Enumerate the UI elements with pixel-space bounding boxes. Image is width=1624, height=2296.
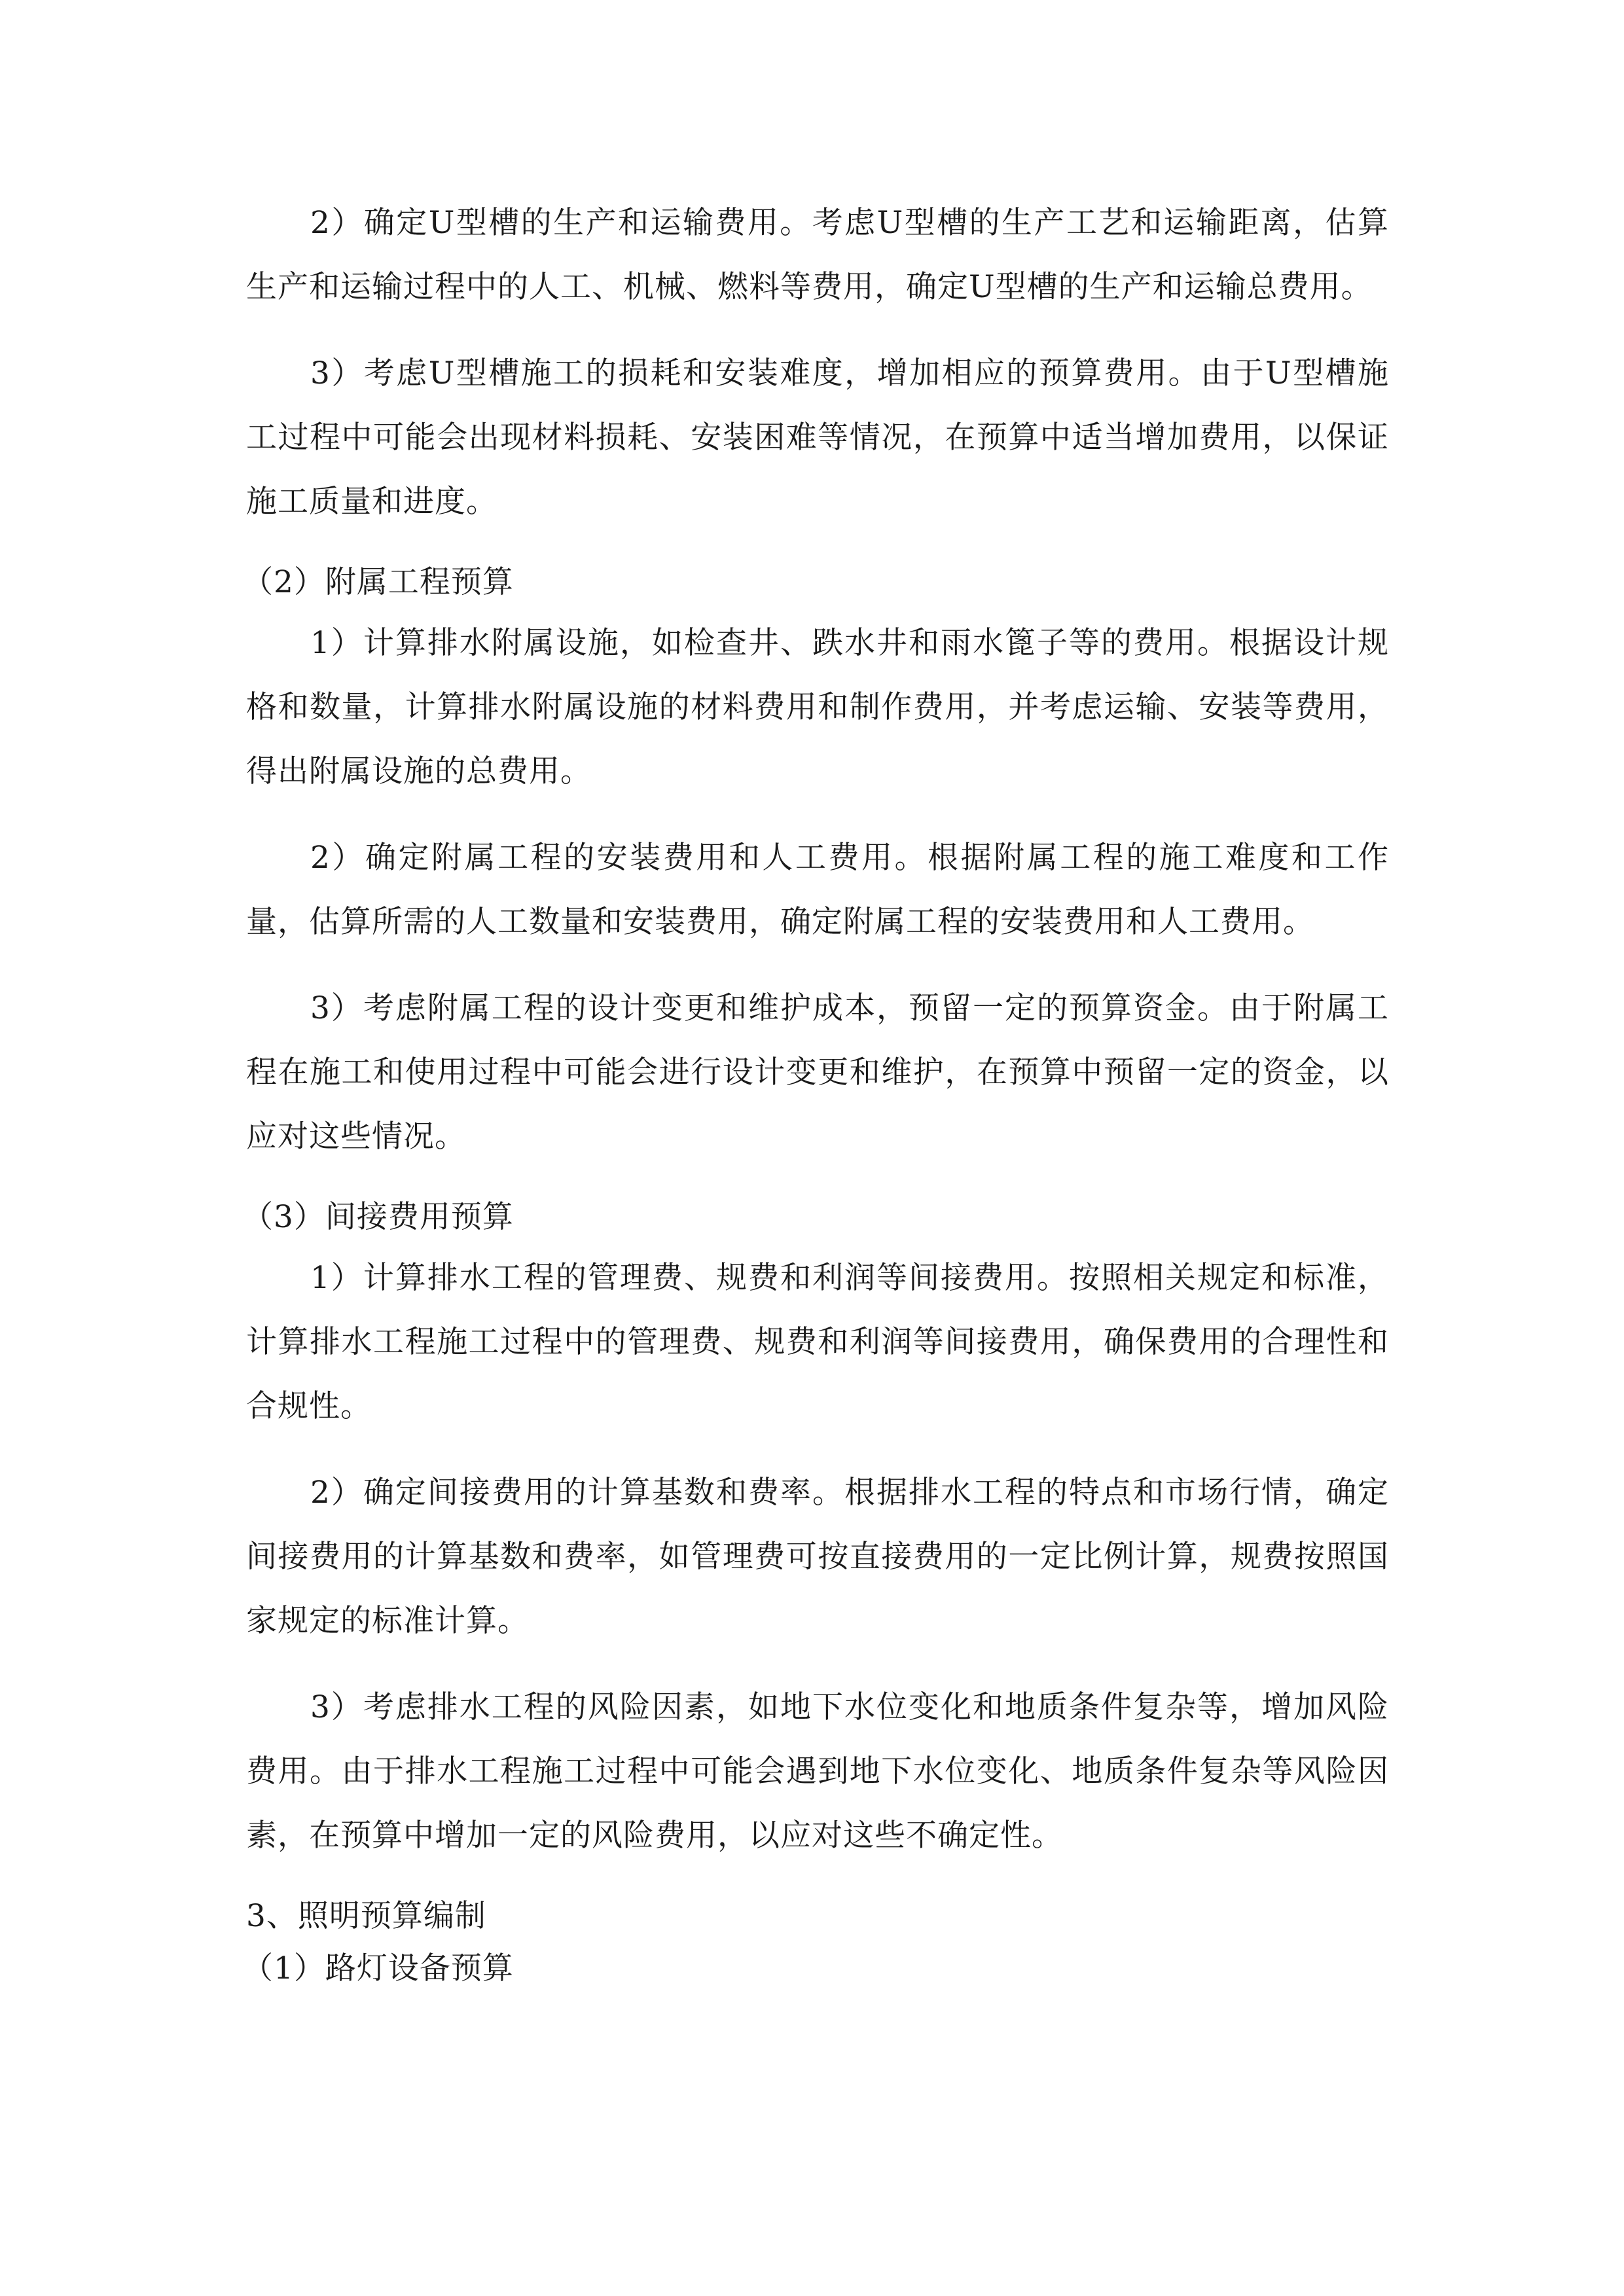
document-body bbox=[242, 191, 1389, 1995]
paragraph-auxiliary-design-change: 3）考虑附属工程的设计变更和维护成本，预留一定的预算资金。由于附属工程在施工和使用过程中可能会进行设计变更和维护，在预算中预留一定的资金，以应对这些情况。 bbox=[246, 990, 1389, 1155]
paragraph-risk-factors: 3）考虑排水工程的风险因素，如地下水位变化和地质条件复杂等，增加风险费用。由于排水工程施工过程中可能会遇到地下水位变化、地质条件复杂等风险因素，在预算中增加一定的风险费用，以应对这些不确定性。 bbox=[246, 1689, 1389, 1854]
chapter-heading-lighting-budget: 3、照明预算编制 bbox=[246, 1898, 486, 1934]
section-heading-indirect-costs: （3）间接费用预算 bbox=[242, 1199, 514, 1235]
section-heading-streetlight-equipment: （1）路灯设备预算 bbox=[242, 1950, 514, 1986]
paragraph-indirect-base-rate: 2）确定间接费用的计算基数和费率。根据排水工程的特点和市场行情，确定间接费用的计算基数和费率，如管理费可按直接费用的一定比例计算，规费按照国家规定的标准计算。 bbox=[246, 1475, 1389, 1639]
paragraph-u-trough-production-transport: 2）确定U型槽的生产和运输费用。考虑U型槽的生产工艺和运输距离，估算生产和运输过程中的人工、机械、燃料等费用，确定U型槽的生产和运输总费用。 bbox=[246, 205, 1389, 305]
paragraph-auxiliary-installation-labor: 2）确定附属工程的安装费用和人工费用。根据附属工程的施工难度和工作量，估算所需的人工数量和安装费用，确定附属工程的安装费用和人工费用。 bbox=[246, 840, 1389, 940]
paragraph-auxiliary-facilities-cost: 1）计算排水附属设施，如检查井、跌水井和雨水篦子等的费用。根据设计规格和数量，计算排水附属设施的材料费用和制作费用，并考虑运输、安装等费用，得出附属设施的总费用。 bbox=[246, 625, 1389, 789]
paragraph-u-trough-loss-difficulty: 3）考虑U型槽施工的损耗和安装难度，增加相应的预算费用。由于U型槽施工过程中可能会出现材料损耗、安装困难等情况，在预算中适当增加费用，以保证施工质量和进度。 bbox=[246, 355, 1389, 520]
section-heading-auxiliary-works: （2）附属工程预算 bbox=[242, 564, 514, 600]
paragraph-indirect-management-fees: 1）计算排水工程的管理费、规费和利润等间接费用。按照相关规定和标准，计算排水工程施工过程中的管理费、规费和利润等间接费用，确保费用的合理性和合规性。 bbox=[246, 1260, 1389, 1424]
